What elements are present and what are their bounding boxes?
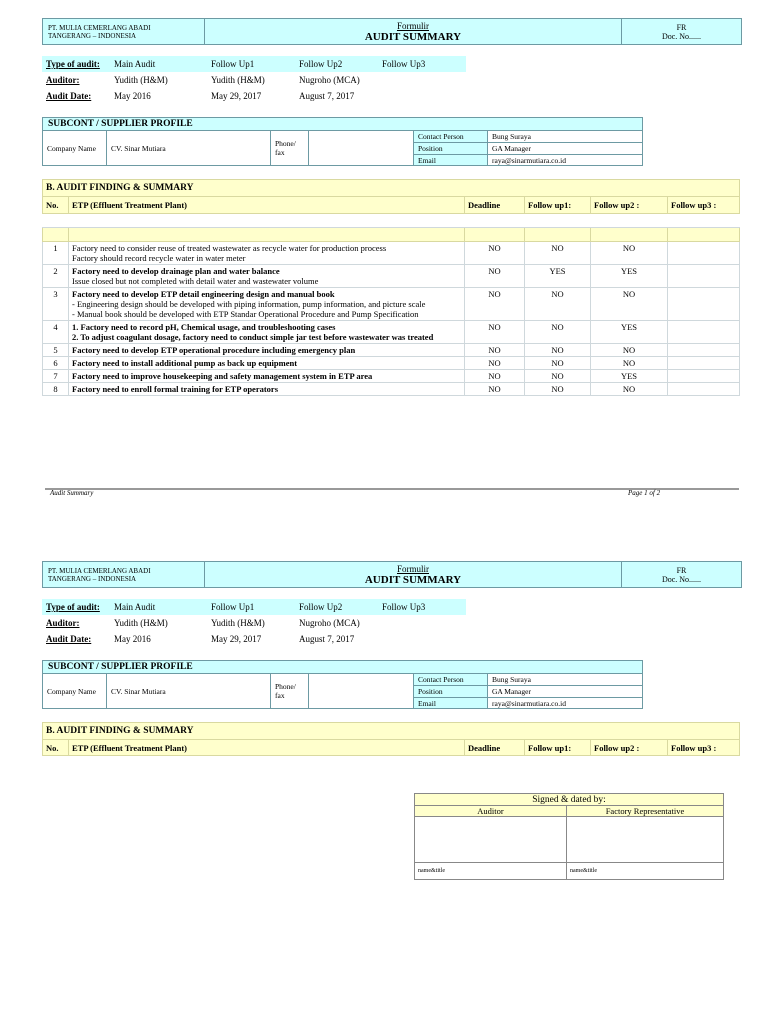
company-location: TANGERANG – INDONESIA — [48, 31, 137, 40]
finding-deadline: NO — [465, 370, 525, 383]
finding-number: 7 — [43, 370, 69, 383]
audit-type: Main Audit — [110, 599, 207, 615]
finding-follow-up-3 — [668, 242, 740, 265]
finding-follow-up-3 — [668, 321, 740, 344]
finding-row — [43, 242, 740, 265]
finding-line: Factory need to enroll formal training for ETP operators — [72, 384, 279, 394]
finding-row — [43, 288, 740, 321]
company-name-label: Company Name — [43, 674, 107, 709]
finding-deadline: NO — [465, 321, 525, 344]
finding-follow-up-2: NO — [591, 383, 668, 396]
col-follow-up-3: Follow up3 : — [668, 197, 740, 214]
audit-info — [42, 599, 466, 647]
finding-deadline: NO — [465, 383, 525, 396]
finding-line: 1. Factory need to record pH, Chemical usage, and troubleshooting cases — [72, 322, 336, 332]
findings-table — [42, 179, 740, 396]
signature-box — [414, 793, 724, 880]
finding-follow-up-1: YES — [525, 265, 591, 288]
audit-date-label: Audit Date: — [46, 91, 92, 101]
auditor-signature-area[interactable] — [415, 817, 567, 863]
finding-follow-up-2: NO — [591, 357, 668, 370]
finding-deadline: NO — [465, 265, 525, 288]
col-etp: ETP (Effluent Treatment Plant) — [69, 197, 465, 214]
finding-line: Factory need to develop ETP operational procedure including emergency plan — [72, 345, 356, 355]
spacer-row — [43, 214, 740, 228]
finding-deadline: NO — [465, 288, 525, 321]
finding-description — [69, 344, 465, 357]
company-location: TANGERANG – INDONESIA — [48, 574, 137, 583]
audit-date: August 7, 2017 — [299, 91, 355, 101]
finding-number: 1 — [43, 242, 69, 265]
blank-cell — [465, 228, 525, 242]
col-deadline: Deadline — [465, 197, 525, 214]
finding-row — [43, 265, 740, 288]
finding-description — [69, 357, 465, 370]
blank-cell — [525, 228, 591, 242]
supplier-profile — [42, 117, 643, 166]
auditor-name — [378, 615, 466, 631]
finding-line: Issue closed but not completed with detail water and wastewater volume — [72, 276, 319, 286]
footer-left: Audit Summary — [50, 489, 94, 497]
col-follow-up-1: Follow up1: — [525, 740, 591, 756]
finding-description — [69, 370, 465, 383]
finding-description — [69, 265, 465, 288]
finding-row — [43, 321, 740, 344]
factory-rep-signature-area[interactable] — [567, 817, 724, 863]
email-value: raya@sinarmutiara.co.id — [488, 698, 643, 709]
finding-follow-up-3 — [668, 265, 740, 288]
form-code: FR — [676, 565, 687, 575]
audit-type: Follow Up1 — [207, 599, 295, 615]
company-name-value: CV. Sinar Mutiara — [107, 131, 271, 166]
company-name: PT. MULIA CEMERLANG ABADI — [48, 566, 151, 575]
position-label: Position — [414, 686, 488, 698]
finding-row — [43, 344, 740, 357]
finding-row — [43, 383, 740, 396]
document-title: AUDIT SUMMARY — [364, 30, 462, 43]
auditor-name: Yudith (H&M) — [211, 618, 265, 628]
auditor-name-title: name&title — [415, 863, 567, 880]
finding-follow-up-2: YES — [591, 321, 668, 344]
contact-person-value: Bung Suraya — [488, 674, 643, 686]
email-label: Email — [414, 698, 488, 709]
audit-date-label: Audit Date: — [46, 634, 92, 644]
signature-auditor-label: Auditor — [415, 806, 567, 817]
company-name-value: CV. Sinar Mutiara — [107, 674, 271, 709]
doc-code-block — [622, 562, 742, 588]
finding-line: Factory need to develop ETP detail engineering design and manual book — [72, 289, 335, 299]
blank-cell — [668, 228, 740, 242]
auditor-name: Yudith (H&M) — [114, 618, 168, 628]
finding-line: Factory should record recycle water in water meter — [72, 253, 246, 263]
finding-follow-up-3 — [668, 288, 740, 321]
audit-date: August 7, 2017 — [299, 634, 355, 644]
finding-line: Factory need to consider reuse of treated wastewater as recycle water for production process — [72, 243, 387, 253]
finding-follow-up-1: NO — [525, 357, 591, 370]
auditor-name: Yudith (H&M) — [211, 75, 265, 85]
supplier-profile-title: SUBCONT / SUPPLIER PROFILE — [43, 661, 643, 674]
finding-follow-up-2: NO — [591, 344, 668, 357]
finding-number: 6 — [43, 357, 69, 370]
audit-type: Main Audit — [110, 56, 207, 72]
footer-page-number: Page 1 of 2 — [628, 489, 661, 497]
signature-title: Signed & dated by: — [415, 794, 724, 806]
form-code: FR — [676, 22, 687, 32]
finding-line: Factory need to develop drainage plan and water balance — [72, 266, 280, 276]
finding-follow-up-2: YES — [591, 265, 668, 288]
finding-follow-up-3 — [668, 370, 740, 383]
finding-line: Factory need to install additional pump as back up equipment — [72, 358, 298, 368]
audit-date: May 29, 2017 — [211, 634, 262, 644]
auditor-name: Nugroho (MCA) — [299, 618, 360, 628]
finding-description — [69, 321, 465, 344]
email-label: Email — [414, 155, 488, 166]
signature-factory-rep-label: Factory Representative — [567, 806, 724, 817]
formulir-label: Formulir — [396, 20, 429, 31]
audit-date — [378, 631, 466, 647]
finding-follow-up-3 — [668, 383, 740, 396]
audit-type: Follow Up3 — [378, 599, 466, 615]
col-etp: ETP (Effluent Treatment Plant) — [69, 740, 465, 756]
company-block — [43, 562, 205, 588]
auditor-label: Auditor: — [46, 618, 80, 628]
audit-date: May 2016 — [114, 91, 151, 101]
finding-follow-up-2: NO — [591, 288, 668, 321]
finding-follow-up-3 — [668, 357, 740, 370]
col-follow-up-2: Follow up2 : — [591, 740, 668, 756]
contact-person-value: Bung Suraya — [488, 131, 643, 143]
audit-date — [378, 88, 466, 104]
contact-person-label: Contact Person — [414, 674, 488, 686]
finding-follow-up-1: NO — [525, 370, 591, 383]
finding-follow-up-3 — [668, 344, 740, 357]
col-follow-up-3: Follow up3 : — [668, 740, 740, 756]
finding-line: - Engineering design should be developed with piping information, pump information, and picture scale — [72, 299, 426, 309]
audit-date: May 2016 — [114, 634, 151, 644]
finding-line: Factory need to improve housekeeping and safety management system in ETP area — [72, 371, 373, 381]
phone-fax-value — [309, 131, 414, 166]
phone-fax-label: Phone/ fax — [271, 131, 309, 166]
audit-date: May 29, 2017 — [211, 91, 262, 101]
company-name: PT. MULIA CEMERLANG ABADI — [48, 23, 151, 32]
finding-line: 2. To adjust coagulant dosage, factory need to conduct simple jar test before wastewater was treated — [72, 332, 434, 342]
audit-type: Follow Up1 — [207, 56, 295, 72]
finding-number: 2 — [43, 265, 69, 288]
document-header — [42, 561, 742, 588]
factory-rep-name-title: name&title — [567, 863, 724, 880]
auditor-name: Yudith (H&M) — [114, 75, 168, 85]
blank-cell — [69, 228, 465, 242]
doc-number: Doc. No...... — [661, 574, 702, 584]
finding-number: 3 — [43, 288, 69, 321]
email-value: raya@sinarmutiara.co.id — [488, 155, 643, 166]
auditor-name: Nugroho (MCA) — [299, 75, 360, 85]
finding-deadline: NO — [465, 344, 525, 357]
document-title: AUDIT SUMMARY — [364, 573, 462, 586]
col-deadline: Deadline — [465, 740, 525, 756]
col-follow-up-1: Follow up1: — [525, 197, 591, 214]
findings-section-title: B. AUDIT FINDING & SUMMARY — [43, 180, 740, 197]
supplier-profile-title: SUBCONT / SUPPLIER PROFILE — [43, 118, 643, 131]
supplier-profile — [42, 660, 643, 709]
audit-type: Follow Up3 — [378, 56, 466, 72]
finding-deadline: NO — [465, 242, 525, 265]
form-title-block — [205, 562, 622, 588]
finding-follow-up-2: NO — [591, 242, 668, 265]
blank-cell — [43, 228, 69, 242]
finding-line: - Manual book should be developed with ETP Standar Operational Procedure and Pump Specification — [72, 309, 419, 319]
company-block — [43, 19, 205, 45]
finding-follow-up-1: NO — [525, 321, 591, 344]
col-no: No. — [43, 740, 69, 756]
audit-type: Follow Up2 — [295, 599, 378, 615]
finding-description — [69, 383, 465, 396]
finding-follow-up-1: NO — [525, 288, 591, 321]
doc-code-block — [622, 19, 742, 45]
position-label: Position — [414, 143, 488, 155]
finding-number: 5 — [43, 344, 69, 357]
col-follow-up-2: Follow up2 : — [591, 197, 668, 214]
doc-number: Doc. No...... — [661, 31, 702, 41]
finding-follow-up-1: NO — [525, 242, 591, 265]
finding-description — [69, 288, 465, 321]
finding-number: 4 — [43, 321, 69, 344]
col-no: No. — [43, 197, 69, 214]
form-title-block — [205, 19, 622, 45]
finding-row — [43, 370, 740, 383]
phone-fax-label: Phone/ fax — [271, 674, 309, 709]
audit-type: Follow Up2 — [295, 56, 378, 72]
document-header — [42, 18, 742, 45]
contact-person-label: Contact Person — [414, 131, 488, 143]
auditor-name — [378, 72, 466, 88]
finding-follow-up-1: NO — [525, 344, 591, 357]
finding-number: 8 — [43, 383, 69, 396]
type-of-audit-label: Type of audit: — [42, 56, 110, 72]
finding-row — [43, 357, 740, 370]
type-of-audit-label: Type of audit: — [42, 599, 110, 615]
finding-description — [69, 242, 465, 265]
position-value: GA Manager — [488, 143, 643, 155]
findings-section-title: B. AUDIT FINDING & SUMMARY — [43, 723, 740, 740]
position-value: GA Manager — [488, 686, 643, 698]
audit-info — [42, 56, 466, 104]
finding-rows — [43, 242, 740, 396]
finding-follow-up-1: NO — [525, 383, 591, 396]
company-name-label: Company Name — [43, 131, 107, 166]
formulir-label: Formulir — [396, 563, 429, 574]
auditor-label: Auditor: — [46, 75, 80, 85]
finding-deadline: NO — [465, 357, 525, 370]
blank-cell — [591, 228, 668, 242]
phone-fax-value — [309, 674, 414, 709]
finding-follow-up-2: YES — [591, 370, 668, 383]
findings-table-header — [42, 722, 740, 756]
